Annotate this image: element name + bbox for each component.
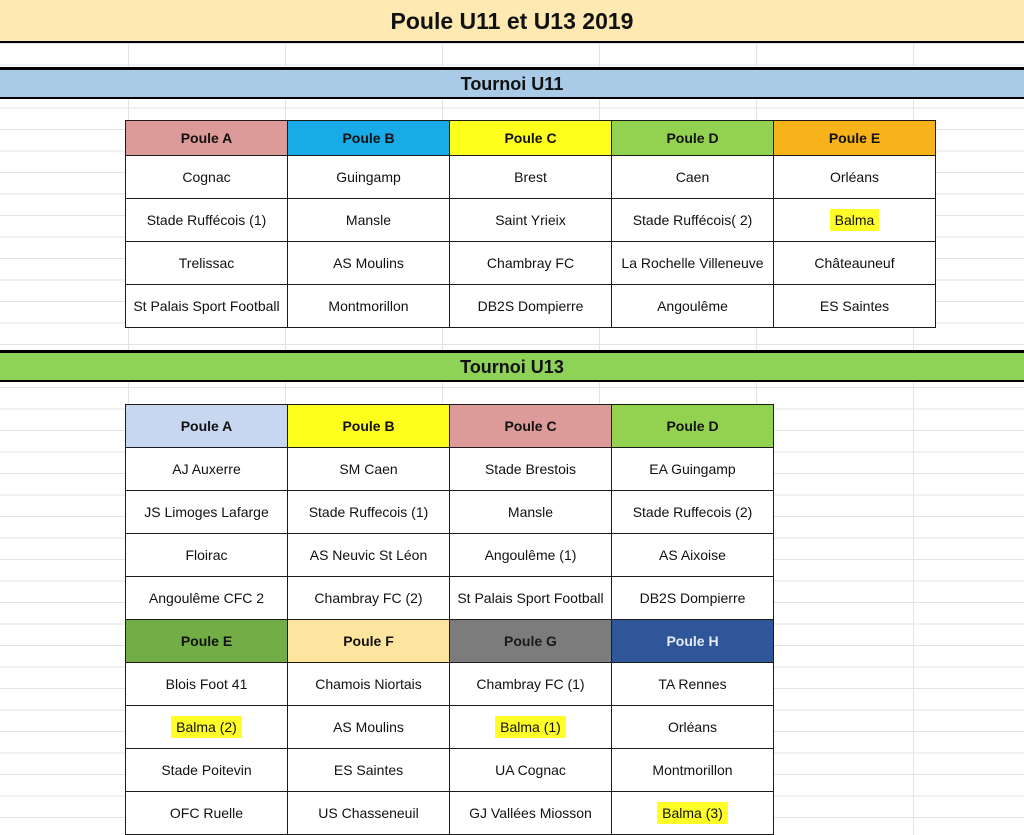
team-cell [126, 706, 288, 749]
team-name: AS Moulins [333, 718, 404, 735]
team-cell [288, 199, 450, 242]
team-cell [288, 156, 450, 199]
team-name: ES Saintes [333, 761, 404, 778]
team-cell [450, 156, 612, 199]
page-title: Poule U11 et U13 2019 [0, 0, 1024, 43]
team-cell [450, 792, 612, 835]
pool-header: Poule B [288, 405, 450, 448]
pool-header: Poule E [774, 121, 936, 156]
pool-header-row [126, 620, 774, 663]
table-row [126, 285, 936, 328]
team-name: UA Cognac [495, 761, 566, 778]
pool-header-row [126, 405, 774, 448]
team-name: AS Neuvic St Léon [309, 546, 428, 563]
team-name: JS Limoges Lafarge [144, 503, 269, 520]
team-name: Cognac [182, 168, 231, 185]
team-name: GJ Vallées Miosson [469, 804, 592, 821]
team-cell [612, 448, 774, 491]
team-cell [126, 577, 288, 620]
team-cell [288, 792, 450, 835]
team-name: Stade Poitevin [161, 761, 252, 778]
table-row [126, 242, 936, 285]
pool-header: Poule H [612, 620, 774, 663]
team-cell [612, 491, 774, 534]
team-cell [288, 749, 450, 792]
team-name: DB2S Dompierre [639, 589, 746, 606]
team-name: EA Guingamp [649, 460, 736, 477]
team-cell [288, 663, 450, 706]
team-cell [126, 199, 288, 242]
pool-header: Poule C [450, 405, 612, 448]
team-cell [612, 706, 774, 749]
team-name: Angoulême CFC 2 [148, 589, 265, 606]
table-row [126, 749, 774, 792]
table-row [126, 706, 774, 749]
team-name: AS Moulins [333, 254, 404, 271]
pool-header: Poule B [288, 121, 450, 156]
pool-header: Poule D [612, 405, 774, 448]
team-name: Floirac [185, 546, 228, 563]
team-name: Chambray FC (2) [314, 589, 423, 606]
team-cell [126, 285, 288, 328]
team-cell [774, 242, 936, 285]
team-name: TA Rennes [658, 675, 727, 692]
team-name: Angoulême [657, 297, 728, 314]
team-cell [612, 242, 774, 285]
team-name: Châteauneuf [814, 254, 895, 271]
team-name: Blois Foot 41 [165, 675, 248, 692]
pool-header: Poule G [450, 620, 612, 663]
team-cell [126, 491, 288, 534]
team-cell [288, 706, 450, 749]
table-row [126, 577, 774, 620]
team-cell [450, 448, 612, 491]
team-cell [288, 285, 450, 328]
table-row [126, 491, 774, 534]
team-cell [288, 491, 450, 534]
table-row [126, 534, 774, 577]
team-name: Montmorillon [328, 297, 409, 314]
team-cell [774, 156, 936, 199]
team-cell [450, 663, 612, 706]
team-cell [126, 156, 288, 199]
team-cell [450, 749, 612, 792]
team-name: Balma (2) [171, 716, 242, 738]
team-name: Chambray FC (1) [476, 675, 585, 692]
pool-header: Poule D [612, 121, 774, 156]
team-cell [450, 491, 612, 534]
team-name: Balma (1) [495, 716, 566, 738]
pool-header: Poule A [126, 121, 288, 156]
team-cell [288, 577, 450, 620]
team-cell [126, 749, 288, 792]
u11-pools-table [125, 120, 936, 328]
team-cell [126, 448, 288, 491]
team-cell [612, 749, 774, 792]
table-row [126, 448, 774, 491]
team-cell [126, 534, 288, 577]
team-name: Stade Ruffecois (1) [308, 503, 429, 520]
team-name: Brest [514, 168, 547, 185]
team-cell [450, 242, 612, 285]
u13-pools-table [125, 404, 774, 835]
team-name: Saint Yrieix [495, 211, 566, 228]
team-cell [288, 534, 450, 577]
team-cell [450, 577, 612, 620]
team-cell [774, 285, 936, 328]
pool-header-row [126, 121, 936, 156]
team-name: Mansle [507, 503, 554, 520]
team-cell [288, 448, 450, 491]
team-name: Stade Ruffécois( 2) [632, 211, 753, 228]
team-name: Stade Brestois [484, 460, 577, 477]
team-name: AJ Auxerre [172, 460, 241, 477]
team-cell [612, 199, 774, 242]
table-row [126, 156, 936, 199]
team-name: OFC Ruelle [169, 804, 244, 821]
team-cell [126, 663, 288, 706]
team-cell [288, 242, 450, 285]
pool-header: Poule E [126, 620, 288, 663]
table-row [126, 663, 774, 706]
team-name: Balma (3) [657, 802, 728, 824]
team-name: La Rochelle Villeneuve [621, 254, 764, 271]
team-name: Guingamp [336, 168, 401, 185]
u11-section-heading: Tournoi U11 [0, 67, 1024, 99]
team-cell [450, 199, 612, 242]
table-row [126, 792, 774, 835]
team-cell [450, 534, 612, 577]
team-name: US Chasseneuil [318, 804, 419, 821]
team-cell [612, 534, 774, 577]
team-cell [450, 706, 612, 749]
team-name: Orléans [667, 718, 718, 735]
team-cell [126, 242, 288, 285]
team-cell [612, 577, 774, 620]
table-row [126, 199, 936, 242]
team-name: Chamois Niortais [315, 675, 422, 692]
team-name: SM Caen [339, 460, 398, 477]
team-cell [612, 156, 774, 199]
team-cell [774, 199, 936, 242]
team-cell [612, 663, 774, 706]
team-name: DB2S Dompierre [477, 297, 584, 314]
team-cell [126, 792, 288, 835]
u13-section-heading: Tournoi U13 [0, 350, 1024, 382]
team-name: Montmorillon [652, 761, 733, 778]
team-name: St Palais Sport Football [457, 589, 604, 606]
pool-header: Poule F [288, 620, 450, 663]
team-name: Trelissac [178, 254, 235, 271]
team-name: AS Aixoise [659, 546, 726, 563]
team-name: Stade Ruffécois (1) [146, 211, 267, 228]
team-name: Chambray FC [486, 254, 575, 271]
team-name: Mansle [345, 211, 392, 228]
team-name: Balma [830, 209, 880, 231]
team-cell [612, 792, 774, 835]
team-name: Orléans [829, 168, 880, 185]
team-cell [612, 285, 774, 328]
team-cell [450, 285, 612, 328]
pool-header: Poule C [450, 121, 612, 156]
team-name: Angoulême (1) [484, 546, 577, 563]
team-name: Stade Ruffecois (2) [632, 503, 753, 520]
team-name: St Palais Sport Football [133, 297, 280, 314]
pool-header: Poule A [126, 405, 288, 448]
team-name: Caen [675, 168, 710, 185]
team-name: ES Saintes [819, 297, 890, 314]
